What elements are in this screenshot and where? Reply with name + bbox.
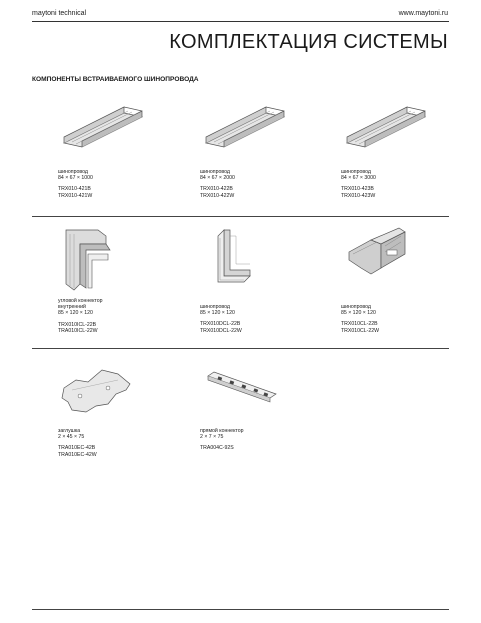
item-code: TRX010-421W [58, 192, 93, 199]
section-subtitle: КОМПОНЕНТЫ ВСТРАИВАЕМОГО ШИНОПРОВОДА [32, 76, 199, 83]
track-2000-illustration [200, 103, 290, 155]
item-dimensions: 2 × 45 × 75 [58, 434, 85, 441]
end-cap-illustration [58, 360, 138, 420]
item-code: TRX010-421B [58, 186, 91, 193]
item-code: TRX010ICL-22B [58, 321, 97, 328]
item-code: TRA010EC-42B [58, 445, 96, 452]
item-name: прямой коннектор [200, 428, 244, 434]
item-code: TRX010-422W [200, 192, 235, 199]
product-card [200, 103, 310, 199]
row-divider [32, 216, 449, 217]
item-code: TRX010DCL-22W [200, 327, 242, 334]
product-card [58, 224, 168, 334]
item-dimensions: 2 × 7 × 75 [200, 434, 224, 441]
item-name: шинопровод [341, 169, 371, 175]
track-3000-illustration [341, 103, 431, 155]
item-name: угловой коннектор [58, 298, 103, 304]
item-name: шинопровод [58, 169, 88, 175]
item-code: TRX010CL-22B [341, 321, 378, 328]
item-name: внутренний [58, 304, 86, 311]
row-divider [32, 348, 449, 349]
corner-track-illustration [200, 224, 260, 294]
item-code: TRX010-423B [341, 186, 374, 193]
inner-corner-connector-illustration [58, 224, 118, 294]
product-card [341, 103, 451, 199]
item-code: TRA010ICL-22W [58, 327, 98, 334]
item-name: шинопровод [341, 304, 371, 310]
item-dimensions: 85 × 120 × 120 [200, 310, 235, 317]
item-dimensions: 84 × 67 × 3000 [341, 175, 376, 182]
brand-name: maytoni technical [32, 10, 87, 17]
item-dimensions: 85 × 120 × 120 [58, 310, 93, 317]
product-card [200, 360, 310, 452]
product-card [58, 360, 168, 458]
product-card [58, 103, 168, 199]
item-dimensions: 85 × 120 × 120 [341, 310, 376, 317]
product-card [341, 224, 451, 334]
item-code: TRX010CL-22W [341, 327, 380, 334]
item-name: заглушка [58, 428, 81, 434]
product-card [200, 224, 310, 334]
item-code: TRA004C-92S [200, 445, 234, 452]
website-url[interactable]: www.maytoni.ru [398, 10, 448, 17]
item-dimensions: 84 × 67 × 1000 [58, 175, 93, 182]
outer-corner-connector-illustration [341, 224, 411, 294]
item-name: шинопровод [200, 169, 230, 175]
item-dimensions: 84 × 67 × 2000 [200, 175, 235, 182]
item-code: TRA010EC-42W [58, 451, 97, 458]
footer-divider [32, 609, 449, 610]
item-name: шинопровод [200, 304, 230, 310]
straight-connector-illustration [200, 360, 280, 420]
item-code: TRX010DCL-22B [200, 321, 241, 328]
track-1000-illustration [58, 103, 148, 155]
page-title: КОМПЛЕКТАЦИЯ СИСТЕМЫ [169, 31, 448, 53]
header-divider [32, 21, 449, 22]
item-code: TRX010-423W [341, 192, 376, 199]
item-code: TRX010-422B [200, 186, 233, 193]
